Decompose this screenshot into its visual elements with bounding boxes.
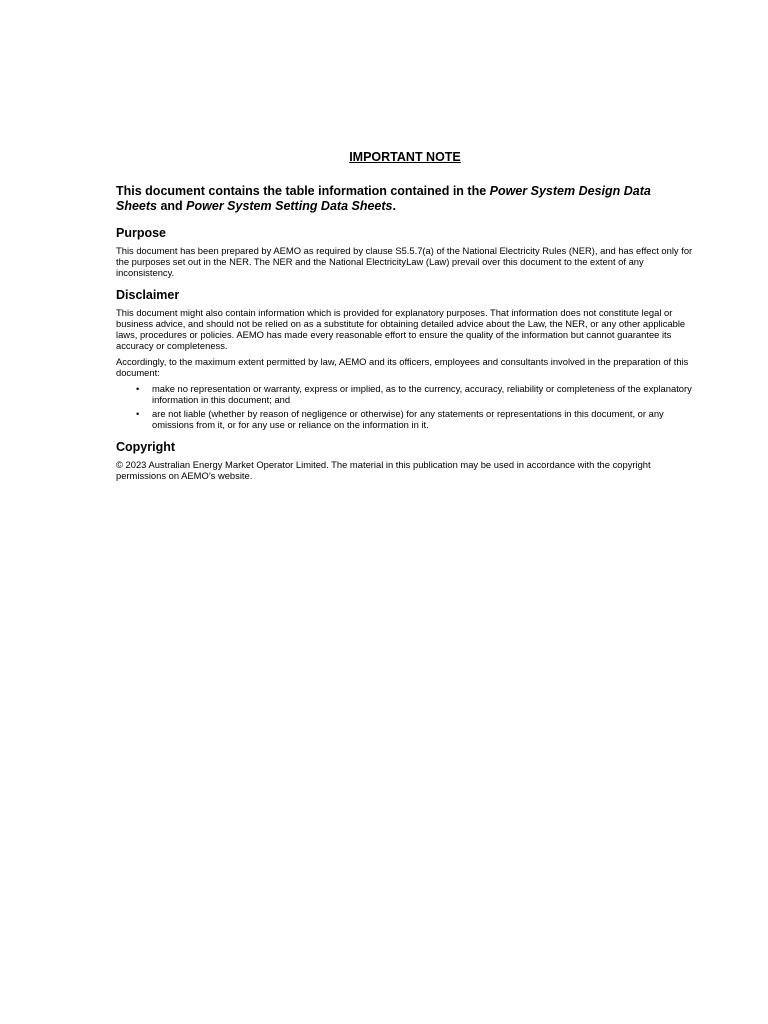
- list-item-text: make no representation or warranty, express or implied, as to the currency, accuracy, reliability or completeness of the explanatory information in this document; and: [152, 383, 692, 405]
- purpose-heading: Purpose: [116, 226, 167, 240]
- disclaimer-paragraph-1: This document might also contain information which is provided for explanatory purposes. That information does not constitute legal or business advice, and should not be relied on as a substitute for obtaining detailed advice about the Law, the NER, or any other applicable laws, procedures or policies. AEMO has made every reasonable effort to ensure the quality of the information but cannot guarantee its accuracy or completeness.: [116, 307, 686, 351]
- page-title: IMPORTANT NOTE: [349, 150, 461, 164]
- intro-text-3: .: [392, 199, 396, 213]
- disclaimer-section: [116, 288, 694, 430]
- intro-italic-design-data-sheets: Power System Design Data Sheets: [116, 184, 651, 213]
- list-item-text: are not liable (whether by reason of negligence or otherwise) for any statements or representations in this document, or any omissions from it, or for any use or reliance on the information in it.: [152, 408, 664, 430]
- disclaimer-paragraph-2: Accordingly, to the maximum extent permitted by law, AEMO and its officers, employees and consultants involved in the preparation of this document:: [116, 356, 689, 378]
- copyright-text: © 2023 Australian Energy Market Operator Limited. The material in this publication may be used in accordance with the copyright permissions on AEMO’s website.: [116, 459, 651, 481]
- purpose-section: [116, 226, 694, 278]
- intro-italic-setting-data-sheets: Power System Setting Data Sheets: [186, 199, 393, 213]
- copyright-section: [116, 440, 694, 481]
- list-item: [116, 408, 694, 430]
- title-container: [116, 150, 694, 164]
- bullet-icon: •: [136, 408, 140, 419]
- intro-statement: [116, 184, 694, 214]
- intro-text-1: This document contains the table information contained in the: [116, 184, 490, 198]
- disclaimer-heading: Disclaimer: [116, 288, 180, 302]
- copyright-heading: Copyright: [116, 440, 176, 454]
- bullet-icon: •: [136, 383, 140, 394]
- list-item: [116, 383, 694, 405]
- disclaimer-bullet-list: [116, 383, 694, 430]
- intro-text-2: and: [157, 199, 187, 213]
- purpose-text: This document has been prepared by AEMO as required by clause S5.5.7(a) of the National Electricity Rules (NER), and has effect only for the purposes set out in the NER. The NER and the National ElectricityLaw (Law) prevail over this document to the extent of any inconsistency.: [116, 245, 693, 278]
